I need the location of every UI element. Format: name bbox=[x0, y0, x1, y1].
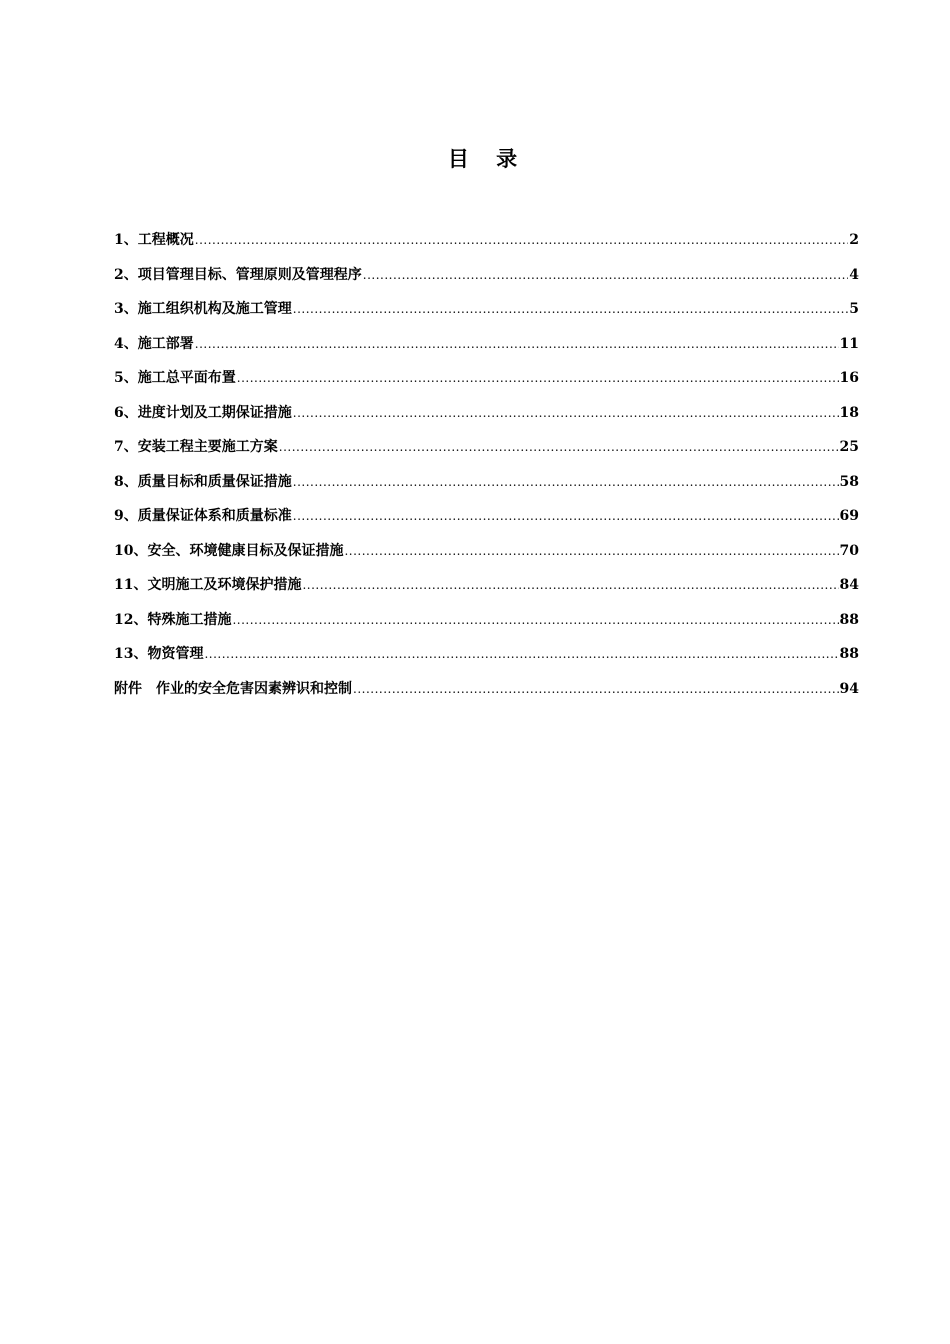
toc-entry-page: 88 bbox=[839, 646, 859, 662]
toc-dot-leader bbox=[204, 640, 838, 668]
toc-entry-label: 7、安装工程主要施工方案 bbox=[114, 439, 278, 455]
toc-entry[interactable] bbox=[114, 399, 859, 434]
toc-entry-label: 4、施工部署 bbox=[114, 335, 194, 352]
toc-dot-leader bbox=[344, 537, 838, 565]
toc-entry-page: 4 bbox=[849, 266, 859, 283]
toc-entry-page: 69 bbox=[839, 508, 859, 524]
toc-entry-label: 3、施工组织机构及施工管理 bbox=[114, 301, 292, 317]
toc-entry-label: 6、进度计划及工期保证措施 bbox=[114, 404, 292, 421]
toc-entry-page: 70 bbox=[839, 542, 859, 559]
toc-entry[interactable] bbox=[114, 675, 859, 710]
toc-entry-page: 84 bbox=[839, 577, 859, 593]
toc-entry[interactable] bbox=[114, 364, 859, 399]
toc-dot-leader bbox=[363, 261, 849, 289]
toc-entry-label: 5、施工总平面布置 bbox=[114, 370, 236, 386]
toc-entry-page: 11 bbox=[839, 335, 859, 352]
toc-entry[interactable] bbox=[114, 502, 859, 537]
toc-entry-label: 12、特殊施工措施 bbox=[114, 611, 232, 628]
toc-entry-label: 1、工程概况 bbox=[114, 232, 194, 248]
toc-dot-leader bbox=[302, 571, 838, 599]
toc-entry[interactable] bbox=[114, 330, 859, 365]
toc-dot-leader bbox=[293, 502, 839, 530]
toc-dot-leader bbox=[293, 468, 839, 496]
toc-entry-label: 9、质量保证体系和质量标准 bbox=[114, 508, 292, 524]
toc-entry-page: 2 bbox=[849, 232, 859, 248]
toc-entry-page: 5 bbox=[849, 301, 859, 317]
toc-entry[interactable] bbox=[114, 226, 859, 261]
toc-entry[interactable] bbox=[114, 640, 859, 675]
toc-entry[interactable] bbox=[114, 571, 859, 606]
toc-entry[interactable] bbox=[114, 295, 859, 330]
toc-entry-label: 10、安全、环境健康目标及保证措施 bbox=[114, 542, 344, 559]
toc-dot-leader bbox=[195, 330, 839, 358]
toc-entry[interactable] bbox=[114, 261, 859, 296]
toc-entry-page: 58 bbox=[839, 473, 859, 490]
toc-entry-label: 11、文明施工及环境保护措施 bbox=[114, 577, 302, 593]
toc-entry[interactable] bbox=[114, 606, 859, 641]
toc-list bbox=[114, 226, 859, 709]
toc-dot-leader bbox=[293, 399, 839, 427]
toc-entry-page: 94 bbox=[839, 680, 859, 697]
toc-entry-page: 88 bbox=[839, 611, 859, 628]
toc-title: 目 录 bbox=[447, 147, 528, 171]
toc-entry-label: 13、物资管理 bbox=[114, 646, 204, 662]
toc-entry-page: 16 bbox=[839, 370, 859, 386]
toc-dot-leader bbox=[293, 295, 849, 323]
toc-entry[interactable] bbox=[114, 468, 859, 503]
toc-dot-leader bbox=[195, 226, 849, 254]
toc-entry[interactable] bbox=[114, 537, 859, 572]
toc-dot-leader bbox=[279, 433, 839, 461]
toc-dot-leader bbox=[232, 606, 838, 634]
toc-entry-page: 25 bbox=[839, 439, 859, 455]
toc-entry-label: 附件 作业的安全危害因素辨识和控制 bbox=[114, 680, 352, 697]
toc-entry-page: 18 bbox=[839, 404, 859, 421]
toc-dot-leader bbox=[237, 364, 839, 392]
toc-dot-leader bbox=[353, 675, 839, 703]
toc-entry[interactable] bbox=[114, 433, 859, 468]
toc-entry-label: 8、质量目标和质量保证措施 bbox=[114, 473, 292, 490]
toc-entry-label: 2、项目管理目标、管理原则及管理程序 bbox=[114, 266, 362, 283]
